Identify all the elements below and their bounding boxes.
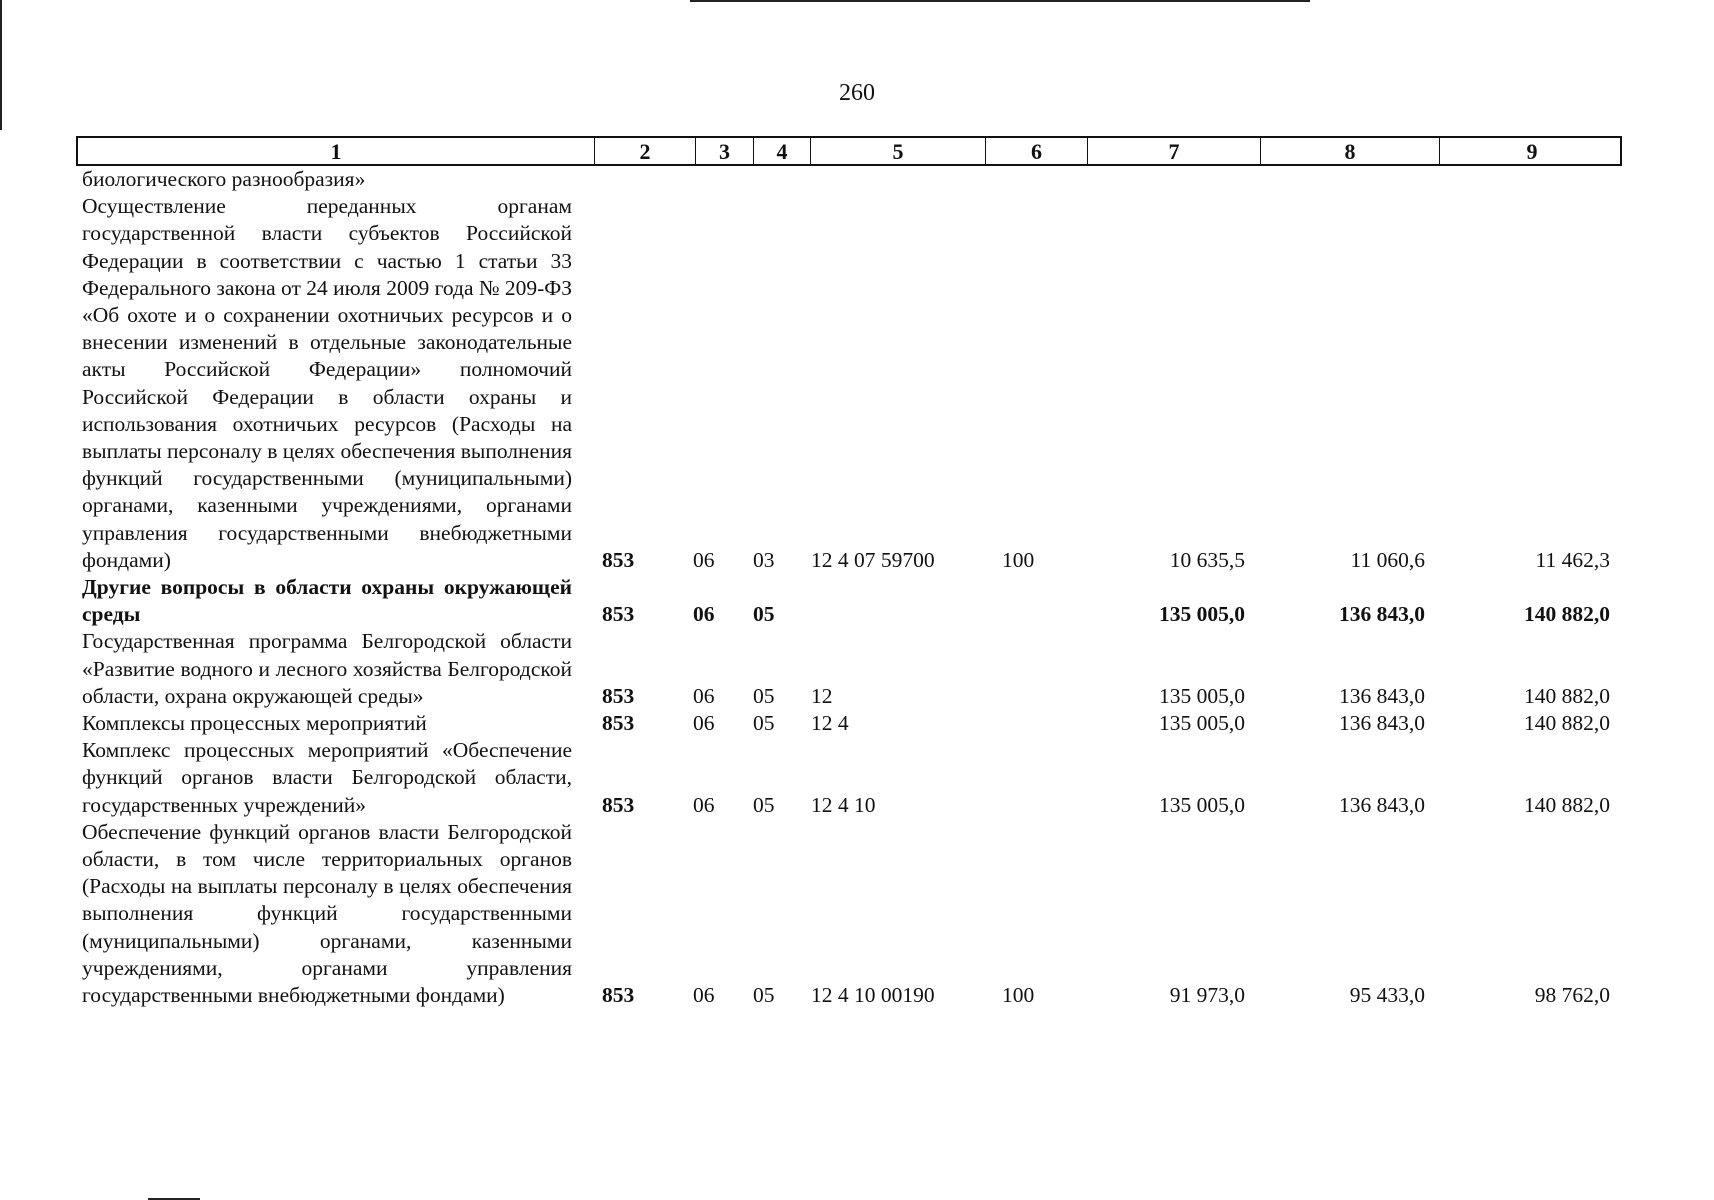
cell-col-7: 135 005,0 (1159, 683, 1245, 708)
cell-col-4: 05 (753, 792, 775, 817)
cell-col-6: 100 (1002, 547, 1035, 572)
row-description: Комплекс процессных мероприятий «Обеспечение функций органов власти Белгородской области, государственных учреждений» (82, 738, 572, 817)
table-row (82, 819, 1622, 1009)
cell-col-2: 853 (602, 547, 635, 572)
cell-col-4: 03 (753, 547, 775, 572)
row-description: Обеспечение функций органов власти Белгородской области, в том числе территориальных органов (Расходы на выплаты персоналу в целях обеспечения выполнения функций государственными (муниципальными) органами, казенными учреждениями, органами управления государственными внебюджетными фондами) (82, 819, 572, 1008)
cell-col-2: 853 (602, 711, 635, 736)
table-row-section (82, 574, 1622, 628)
cell-col-4: 05 (753, 711, 775, 736)
cell-col-9: 140 882,0 (1524, 683, 1610, 708)
cell-col-7: 10 635,5 (1169, 547, 1245, 572)
header-col-4: 4 (754, 138, 811, 165)
cell-col-8: 136 843,0 (1339, 602, 1425, 627)
cell-col-7: 91 973,0 (1169, 983, 1245, 1008)
header-col-3: 3 (696, 138, 754, 165)
cell-col-5: 12 4 (811, 711, 849, 736)
cell-col-9: 11 462,3 (1535, 547, 1610, 572)
header-col-5: 5 (811, 138, 986, 165)
table-header (76, 136, 1622, 166)
cell-col-8: 95 433,0 (1349, 983, 1425, 1008)
cell-col-3: 06 (693, 792, 715, 817)
table-row (82, 628, 1622, 710)
header-col-2: 2 (595, 138, 696, 165)
cell-col-7: 135 005,0 (1159, 792, 1245, 817)
cell-col-2: 853 (602, 983, 635, 1008)
table-row (82, 710, 1622, 737)
header-col-7: 7 (1088, 138, 1261, 165)
cell-col-8: 136 843,0 (1339, 792, 1425, 817)
cell-col-2: 853 (602, 683, 635, 708)
table-row (82, 193, 1622, 574)
cell-col-9: 140 882,0 (1524, 602, 1610, 627)
cell-col-8: 136 843,0 (1339, 683, 1425, 708)
row-description: Государственная программа Белгородской области «Развитие водного и лесного хозяйства Белгородской области, охрана окружающей среды» (82, 629, 572, 708)
cell-col-9: 140 882,0 (1524, 711, 1610, 736)
cell-col-4: 05 (753, 602, 775, 627)
page-number: 260 (839, 80, 875, 106)
cell-col-5: 12 (811, 683, 833, 708)
table-row (82, 166, 1622, 193)
cell-col-5: 12 4 10 (811, 792, 876, 817)
table-row (82, 737, 1622, 819)
row-description: Осуществление переданных органам государственной власти субъектов Российской Федерации в соответствии с частью 1 статьи 33 Федерального закона от 24 июля 2009 года № 209-ФЗ «Об охоте и о сохранении охотничьих ресурсов и о внесении изменений в отдельные законодательные акты Российской Федерации» полномочий Российской Федерации в области охраны и использования охотничьих ресурсов (Расходы на выплаты персоналу в целях обеспечения выполнения функций государственными (муниципальными) органами, казенными учреждениями, органами управления государственными внебюджетными фондами) (82, 194, 572, 572)
scan-artifact-top-line (690, 0, 1310, 2)
row-description: Комплексы процессных мероприятий (82, 711, 427, 736)
cell-col-5: 12 4 07 59700 (811, 547, 935, 572)
table-body (82, 166, 1622, 1009)
cell-col-3: 06 (693, 983, 715, 1008)
cell-col-8: 11 060,6 (1350, 547, 1425, 572)
cell-col-5: 12 4 10 00190 (811, 983, 935, 1008)
cell-col-7: 135 005,0 (1159, 711, 1245, 736)
cell-col-3: 06 (693, 602, 715, 627)
cell-col-9: 140 882,0 (1524, 792, 1610, 817)
cell-col-2: 853 (602, 602, 635, 627)
cell-col-6: 100 (1002, 983, 1035, 1008)
cell-col-3: 06 (693, 683, 715, 708)
cell-col-2: 853 (602, 792, 635, 817)
row-description: биологического разнообразия» (82, 167, 366, 191)
row-description: Другие вопросы в области охраны окружающей среды (82, 575, 572, 627)
scan-artifact-left-edge (0, 0, 2, 130)
cell-col-4: 05 (753, 983, 775, 1008)
header-col-9: 9 (1526, 139, 1538, 164)
header-col-6: 6 (986, 138, 1088, 165)
cell-col-7: 135 005,0 (1159, 602, 1245, 627)
cell-col-8: 136 843,0 (1339, 711, 1425, 736)
cell-col-3: 06 (693, 711, 715, 736)
header-col-8: 8 (1261, 138, 1440, 165)
header-col-1: 1 (78, 138, 595, 165)
cell-col-3: 06 (693, 547, 715, 572)
cell-col-9: 98 762,0 (1534, 983, 1610, 1008)
cell-col-4: 05 (753, 683, 775, 708)
